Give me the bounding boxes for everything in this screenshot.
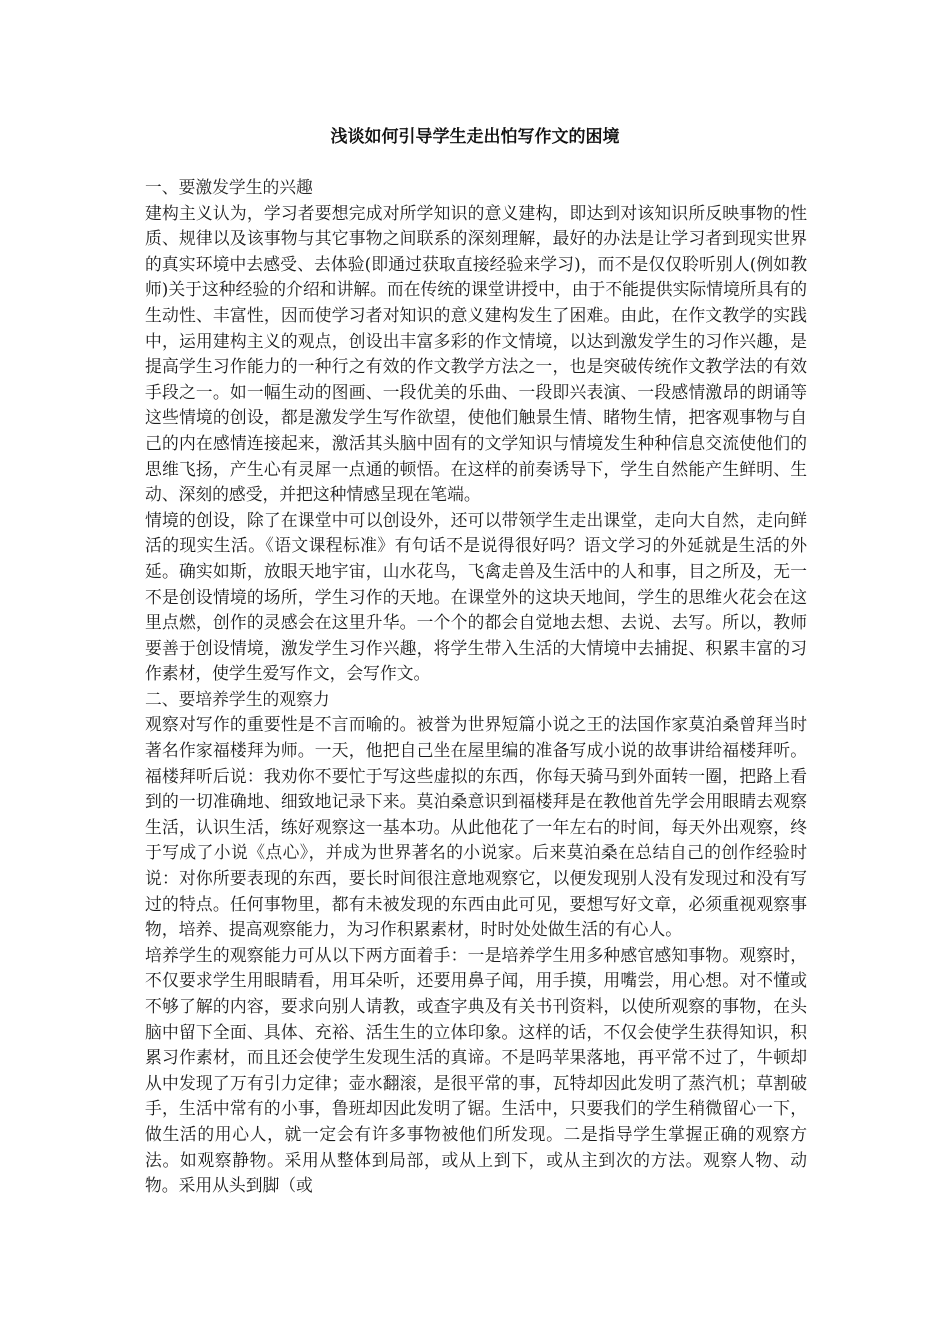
paragraph-3: 观察对写作的重要性是不言而喻的。被誉为世界短篇小说之王的法国作家莫泊桑曾拜当时著名作家福楼拜为师。一天，他把自己坐在屋里编的准备写成小说的故事讲给福楼拜听。福楼拜听后说：我劝你不要忙于写这些虚拟的东西，你每天骑马到外面转一圈，把路上看到的一切准确地、细致地记录下来。莫泊桑意识到福楼拜是在教他首先学会用眼睛去观察生活，认识生活，练好观察这一基本功。从此他花了一年左右的时间，每天外出观察，终于写成了小说《点心》，并成为世界著名的小说家。后来莫泊桑在总结自己的创作经验时说：对你所要表现的东西，要长时间很注意地观察它，以便发现别人没有发现过和没有写过的特点。任何事物里，都有未被发现的东西由此可见，要想写好文章，必须重视观察事物，培养、提高观察能力，为习作积累素材，时时处处做生活的有心人。 xyxy=(145,714,807,940)
document-body xyxy=(145,175,807,1199)
paragraph-1: 建构主义认为，学习者要想完成对所学知识的意义建构，即达到对该知识所反映事物的性质、规律以及该事物与其它事物之间联系的深刻理解，最好的办法是让学习者到现实世界的真实环境中去感受、去体验(即通过获取直接经验来学习)，而不是仅仅聆听别人(例如教师)关于这种经验的介绍和讲解。而在传统的课堂讲授中，由于不能提供实际情境所具有的生动性、丰富性，因而使学习者对知识的意义建构发生了困难。由此，在作文教学的实践中，运用建构主义的观点，创设出丰富多彩的作文情境，以达到激发学生的习作兴趣，是提高学生习作能力的一种行之有效的作文教学方法之一，也是突破传统作文教学法的有效手段之一。如一幅生动的图画、一段优美的乐曲、一段即兴表演、一段感情激昂的朗诵等这些情境的创设，都是激发学生写作欲望，使他们触景生情、睹物生情，把客观事物与自己的内在感情连接起来，激活其头脑中固有的文学知识与情境发生种种信息交流使他们的思维飞扬，产生心有灵犀一点通的顿悟。在这样的前奏诱导下，学生自然能产生鲜明、生动、深刻的感受，并把这种情感呈现在笔端。 xyxy=(145,202,807,505)
paragraph-4: 培养学生的观察能力可从以下两方面着手：一是培养学生用多种感官感知事物。观察时，不仅要求学生用眼睛看，用耳朵听，还要用鼻子闻，用手摸，用嘴尝，用心想。对不懂或不够了解的内容，要求向别人请教，或查字典及有关书刊资料，以使所观察的事物，在头脑中留下全面、具体、充裕、活生生的立体印象。这样的话，不仅会使学生获得知识，积累习作素材，而且还会使学生发现生活的真谛。不是吗苹果落地，再平常不过了，牛顿却从中发现了万有引力定律；壶水翻滚，是很平常的事，瓦特却因此发明了蒸汽机；草割破手，生活中常有的小事，鲁班却因此发明了锯。生活中，只要我们的学生稍微留心一下，做生活的用心人，就一定会有许多事物被他们所发现。二是指导学生掌握正确的观察方法。如观察静物。采用从整体到局部，或从上到下，或从主到次的方法。观察人物、动物。采用从头到脚（或 xyxy=(145,944,807,1196)
paragraph-2: 情境的创设，除了在课堂中可以创设外，还可以带领学生走出课堂，走向大自然，走向鲜活的现实生活。《语文课程标准》有句话不是说得很好吗？语文学习的外延就是生活的外延。确实如斯，放眼天地宇宙，山水花鸟，飞禽走兽及生活中的人和事，目之所及，无一不是创设情境的场所，学生习作的天地。在课堂外的这块天地间，学生的思维火花会在这里点燃，创作的灵感会在这里升华。一个个的都会自觉地去想、去说、去写。所以，教师要善于创设情境，激发学生习作兴趣，将学生带入生活的大情境中去捕捉、积累丰富的习作素材，使学生爱写作文，会写作文。 xyxy=(145,509,807,684)
document-title: 浅谈如何引导学生走出怕写作文的困境 xyxy=(330,127,620,147)
section-heading-2: 二、要培养学生的观察力 xyxy=(145,688,330,709)
section-heading-1: 一、要激发学生的兴趣 xyxy=(145,177,313,197)
